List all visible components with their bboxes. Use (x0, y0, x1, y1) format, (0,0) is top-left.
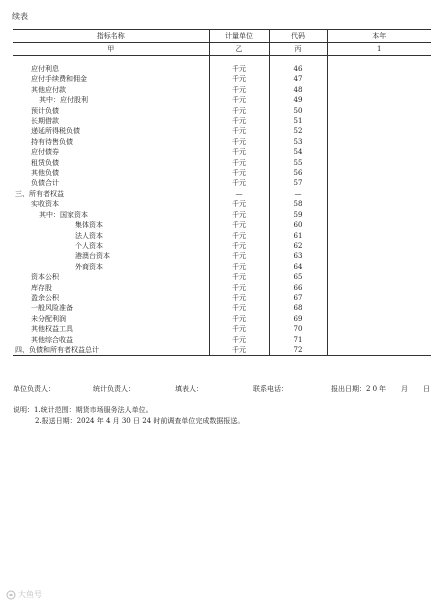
row-unit: 千元 (209, 85, 269, 95)
table-row (13, 251, 431, 261)
table-row (13, 189, 431, 199)
table-row (13, 168, 431, 178)
table-row (13, 272, 431, 282)
row-name: 港澳台资本 (75, 252, 110, 261)
row-code: 66 (269, 283, 327, 293)
row-unit: 千元 (209, 272, 269, 282)
row-unit: 千元 (209, 345, 269, 356)
watermark (6, 589, 42, 600)
row-unit: 千元 (209, 220, 269, 230)
table-row (13, 210, 431, 220)
table-row (13, 95, 431, 105)
row-name: 四、负债和所有者权益总计 (13, 345, 209, 356)
continued-label: 续表 (12, 12, 28, 21)
row-name: 其他应付款 (31, 85, 66, 94)
row-value (327, 85, 431, 95)
row-code: 65 (269, 272, 327, 282)
table-row (13, 137, 431, 147)
table-row (13, 74, 431, 84)
table-row (13, 335, 431, 345)
stat-head-label: 统计负责人： (93, 385, 135, 393)
row-name: 递延所得税负债 (31, 127, 80, 136)
row-name: 应付利息 (31, 65, 59, 73)
table-subheader-row (13, 43, 431, 56)
table-row (13, 345, 431, 356)
phone-label: 联系电话： (253, 385, 288, 393)
row-value (327, 189, 431, 199)
header-this-year: 本年 (327, 30, 431, 43)
row-unit: 千元 (209, 116, 269, 126)
row-unit: 千元 (209, 64, 269, 74)
table-row (13, 231, 431, 241)
row-name: 预计负债 (31, 106, 59, 115)
note-line-1: 说明：1.统计范围：期货市场服务法人单位。 (13, 406, 153, 414)
row-value (327, 283, 431, 293)
row-code: 59 (269, 210, 327, 220)
row-code: 49 (269, 95, 327, 105)
table-row (13, 85, 431, 95)
table-header-row (13, 30, 431, 43)
row-value (327, 137, 431, 147)
row-name: 外商资本 (75, 262, 103, 271)
row-value (327, 74, 431, 84)
table-row (13, 199, 431, 209)
row-unit: 千元 (209, 262, 269, 272)
table-row (13, 262, 431, 272)
filler-label: 填表人： (175, 385, 203, 393)
row-name: 应付手续费和佣金 (31, 75, 87, 84)
row-value (327, 95, 431, 105)
table-row (13, 106, 431, 116)
row-value (327, 303, 431, 313)
row-code: 50 (269, 106, 327, 116)
row-value (327, 126, 431, 136)
row-code: 62 (269, 241, 327, 251)
subheader-unit: 乙 (209, 43, 269, 56)
row-name: 持有待售负债 (31, 137, 73, 146)
row-value (327, 293, 431, 303)
row-name: 长期借款 (31, 117, 59, 126)
row-unit: 千元 (209, 335, 269, 345)
row-name: 其他权益工具 (31, 325, 73, 334)
row-code: 52 (269, 126, 327, 136)
row-unit: 千元 (209, 324, 269, 334)
table-row (13, 324, 431, 334)
row-value (327, 345, 431, 356)
year-label: 年 (379, 385, 386, 393)
balance-sheet-table (13, 29, 431, 356)
row-value (327, 324, 431, 334)
row-value (327, 251, 431, 261)
table-body (13, 64, 431, 356)
row-unit: 千元 (209, 74, 269, 84)
table-row (13, 178, 431, 188)
row-code: 58 (269, 199, 327, 209)
row-unit: 千元 (209, 147, 269, 157)
unit-head-label: 单位负责人： (13, 385, 55, 393)
subheader-name: 甲 (13, 43, 209, 56)
table-row (13, 303, 431, 313)
row-name: 盈余公积 (31, 293, 59, 302)
row-code: 67 (269, 293, 327, 303)
row-name: 未分配利润 (31, 314, 66, 323)
row-unit: 千元 (209, 126, 269, 136)
row-code: 56 (269, 168, 327, 178)
row-name: 资本公积 (31, 273, 59, 282)
row-value (327, 262, 431, 272)
row-name: 其他综合收益 (31, 335, 73, 344)
row-unit: 千元 (209, 178, 269, 188)
table-row (13, 147, 431, 157)
row-value (327, 116, 431, 126)
row-unit: 千元 (209, 168, 269, 178)
table-row (13, 64, 431, 74)
spacer-row (13, 56, 431, 65)
subheader-code: 丙 (269, 43, 327, 56)
row-code: 71 (269, 335, 327, 345)
row-code: 53 (269, 137, 327, 147)
row-code: 51 (269, 116, 327, 126)
row-unit: 千元 (209, 293, 269, 303)
row-unit: 千元 (209, 210, 269, 220)
row-code: 47 (269, 74, 327, 84)
row-name: 库存股 (31, 283, 52, 292)
header-unit: 计量单位 (209, 30, 269, 43)
month-label: 月 (401, 385, 408, 393)
row-unit: 千元 (209, 95, 269, 105)
row-value (327, 231, 431, 241)
report-date-label: 报出日期：2 0 (331, 385, 378, 393)
table-row (13, 116, 431, 126)
row-unit: 千元 (209, 303, 269, 313)
row-code: — (269, 189, 327, 199)
row-unit: 千元 (209, 283, 269, 293)
row-value (327, 241, 431, 251)
row-value (327, 314, 431, 324)
note-line-2: 2.报送日期：2024 年 4 月 30 日 24 时前调查单位完成数据报送。 (35, 417, 245, 425)
row-name: 租赁负债 (31, 158, 59, 167)
row-value (327, 168, 431, 178)
row-value (327, 178, 431, 188)
header-indicator-name: 指标名称 (13, 30, 209, 43)
row-unit: 千元 (209, 231, 269, 241)
row-unit: 千元 (209, 158, 269, 168)
row-code: 68 (269, 303, 327, 313)
row-name: 三、所有者权益 (15, 189, 64, 198)
row-unit: — (209, 189, 269, 199)
day-label: 日 (423, 385, 430, 393)
row-name: 法人资本 (75, 231, 103, 240)
row-code: 63 (269, 251, 327, 261)
row-name: 其中：应付股利 (39, 96, 88, 105)
fish-logo-icon (6, 590, 16, 600)
table-row (13, 314, 431, 324)
row-name: 一般风险准备 (31, 304, 73, 313)
row-name: 个人资本 (75, 241, 103, 250)
table-row (13, 283, 431, 293)
row-unit: 千元 (209, 241, 269, 251)
table-row (13, 220, 431, 230)
row-code: 54 (269, 147, 327, 157)
row-code: 64 (269, 262, 327, 272)
notes-section (13, 405, 244, 427)
row-unit: 千元 (209, 251, 269, 261)
row-value (327, 220, 431, 230)
subheader-value: 1 (327, 43, 431, 56)
row-unit: 千元 (209, 199, 269, 209)
row-name: 负债合计 (31, 179, 59, 188)
row-name: 应付债券 (31, 148, 59, 157)
row-value (327, 106, 431, 116)
row-code: 60 (269, 220, 327, 230)
row-unit: 千元 (209, 106, 269, 116)
table-row (13, 241, 431, 251)
row-code: 72 (269, 345, 327, 356)
row-code: 70 (269, 324, 327, 334)
row-name: 实收资本 (31, 200, 59, 209)
row-code: 46 (269, 64, 327, 74)
watermark-text: 大鱼号 (18, 590, 42, 599)
row-name: 集体资本 (75, 221, 103, 230)
row-value (327, 147, 431, 157)
row-value (327, 272, 431, 282)
row-unit: 千元 (209, 137, 269, 147)
row-code: 48 (269, 85, 327, 95)
row-value (327, 158, 431, 168)
row-value (327, 210, 431, 220)
row-unit: 千元 (209, 314, 269, 324)
row-value (327, 199, 431, 209)
row-name: 其中：国家资本 (39, 210, 88, 219)
row-value (327, 335, 431, 345)
row-value (327, 64, 431, 74)
row-code: 61 (269, 231, 327, 241)
table-row (13, 293, 431, 303)
table-row (13, 158, 431, 168)
row-code: 69 (269, 314, 327, 324)
row-code: 55 (269, 158, 327, 168)
header-code: 代码 (269, 30, 327, 43)
row-code: 57 (269, 178, 327, 188)
table-row (13, 126, 431, 136)
row-name: 其他负债 (31, 169, 59, 178)
